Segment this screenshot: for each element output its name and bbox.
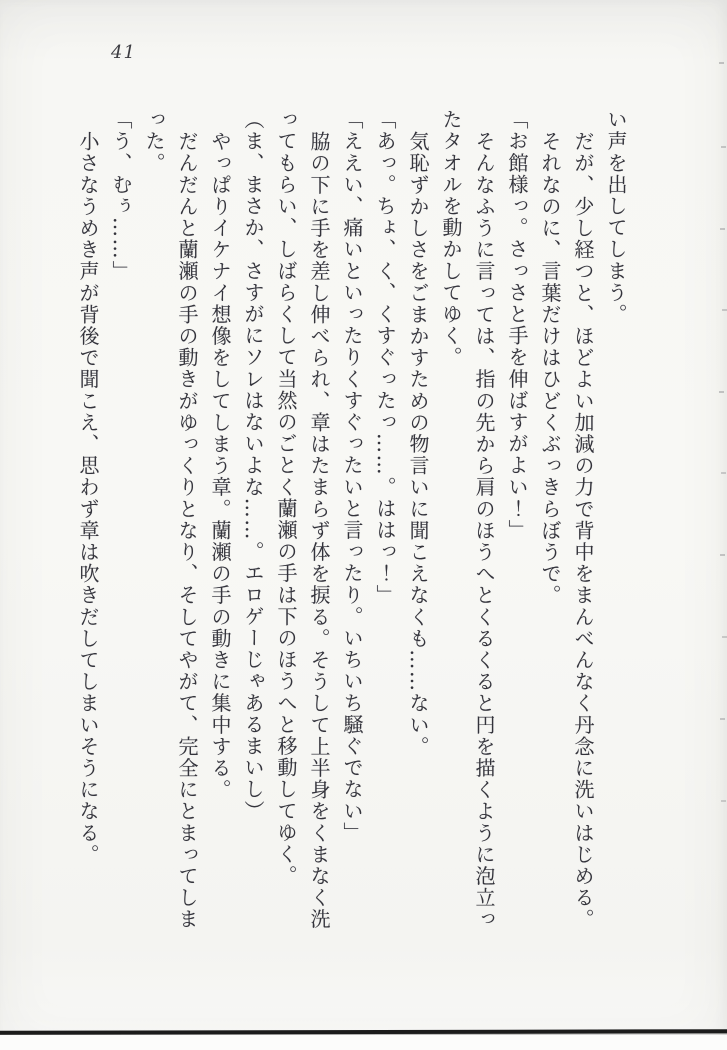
text-line: 「ええい、痛いといったりくすぐったいと言ったり。いちいち騒ぐでない」 [340, 109, 364, 844]
text-line: ってもらい、しばらくして当然のごとく蘭瀬の手は下のほうへと移動してゆく。 [274, 109, 298, 887]
text-line: それなのに、言葉だけはひどくぶっきらぼうで。 [538, 130, 562, 606]
text-line: 「あっ。ちょ、く、くすぐったっ……。ははっ！」 [373, 109, 397, 606]
text-line: やっぱりイケナイ想像をしてしまう章。蘭瀬の手の動きに集中する。 [208, 130, 232, 801]
text-line: 「お館様っ。さっさと手を伸ばすがよい！」 [505, 109, 529, 541]
text-line: だんだんと蘭瀬の手の動きがゆっくりとなり、そしてやがて、完全にとまってしま [175, 130, 199, 930]
text-line: った。 [142, 109, 166, 174]
scan-edge-margin [0, 1035, 727, 1050]
text-line: だが、少し経つと、ほどよい加減の力で背中をまんべんなく丹念に洗いはじめる。 [571, 130, 595, 930]
text-line: そんなふうに言っては、指の先から肩のほうへとくるくると円を描くように泡立っ [472, 130, 496, 930]
text-line: 小さなうめき声が背後で聞こえ、思わず章は吹きだしてしまいそうになる。 [76, 130, 100, 865]
text-line: 気恥ずかしさをごまかすための物言いに聞こえなくも……ない。 [406, 130, 430, 757]
text-line: い声を出してしまう。 [604, 109, 628, 325]
scan-edge-line [0, 1029, 727, 1035]
text-line: 脇の下に手を差し伸べられ、章はたまらず体を捩る。そうして上半身をくまなく洗 [307, 130, 331, 930]
text-line: たタオルを動かしてゆく。 [439, 109, 463, 369]
text-line: （ま、まさか、さすがにソレはないよな……。エロゲーじゃあるまいし） [241, 109, 265, 822]
page-number: 41 [111, 42, 136, 63]
page-edge-bleed-artifacts [0, 0, 5, 2]
text-line: 「う、むぅ……」 [109, 109, 133, 282]
text-block [71, 109, 632, 945]
